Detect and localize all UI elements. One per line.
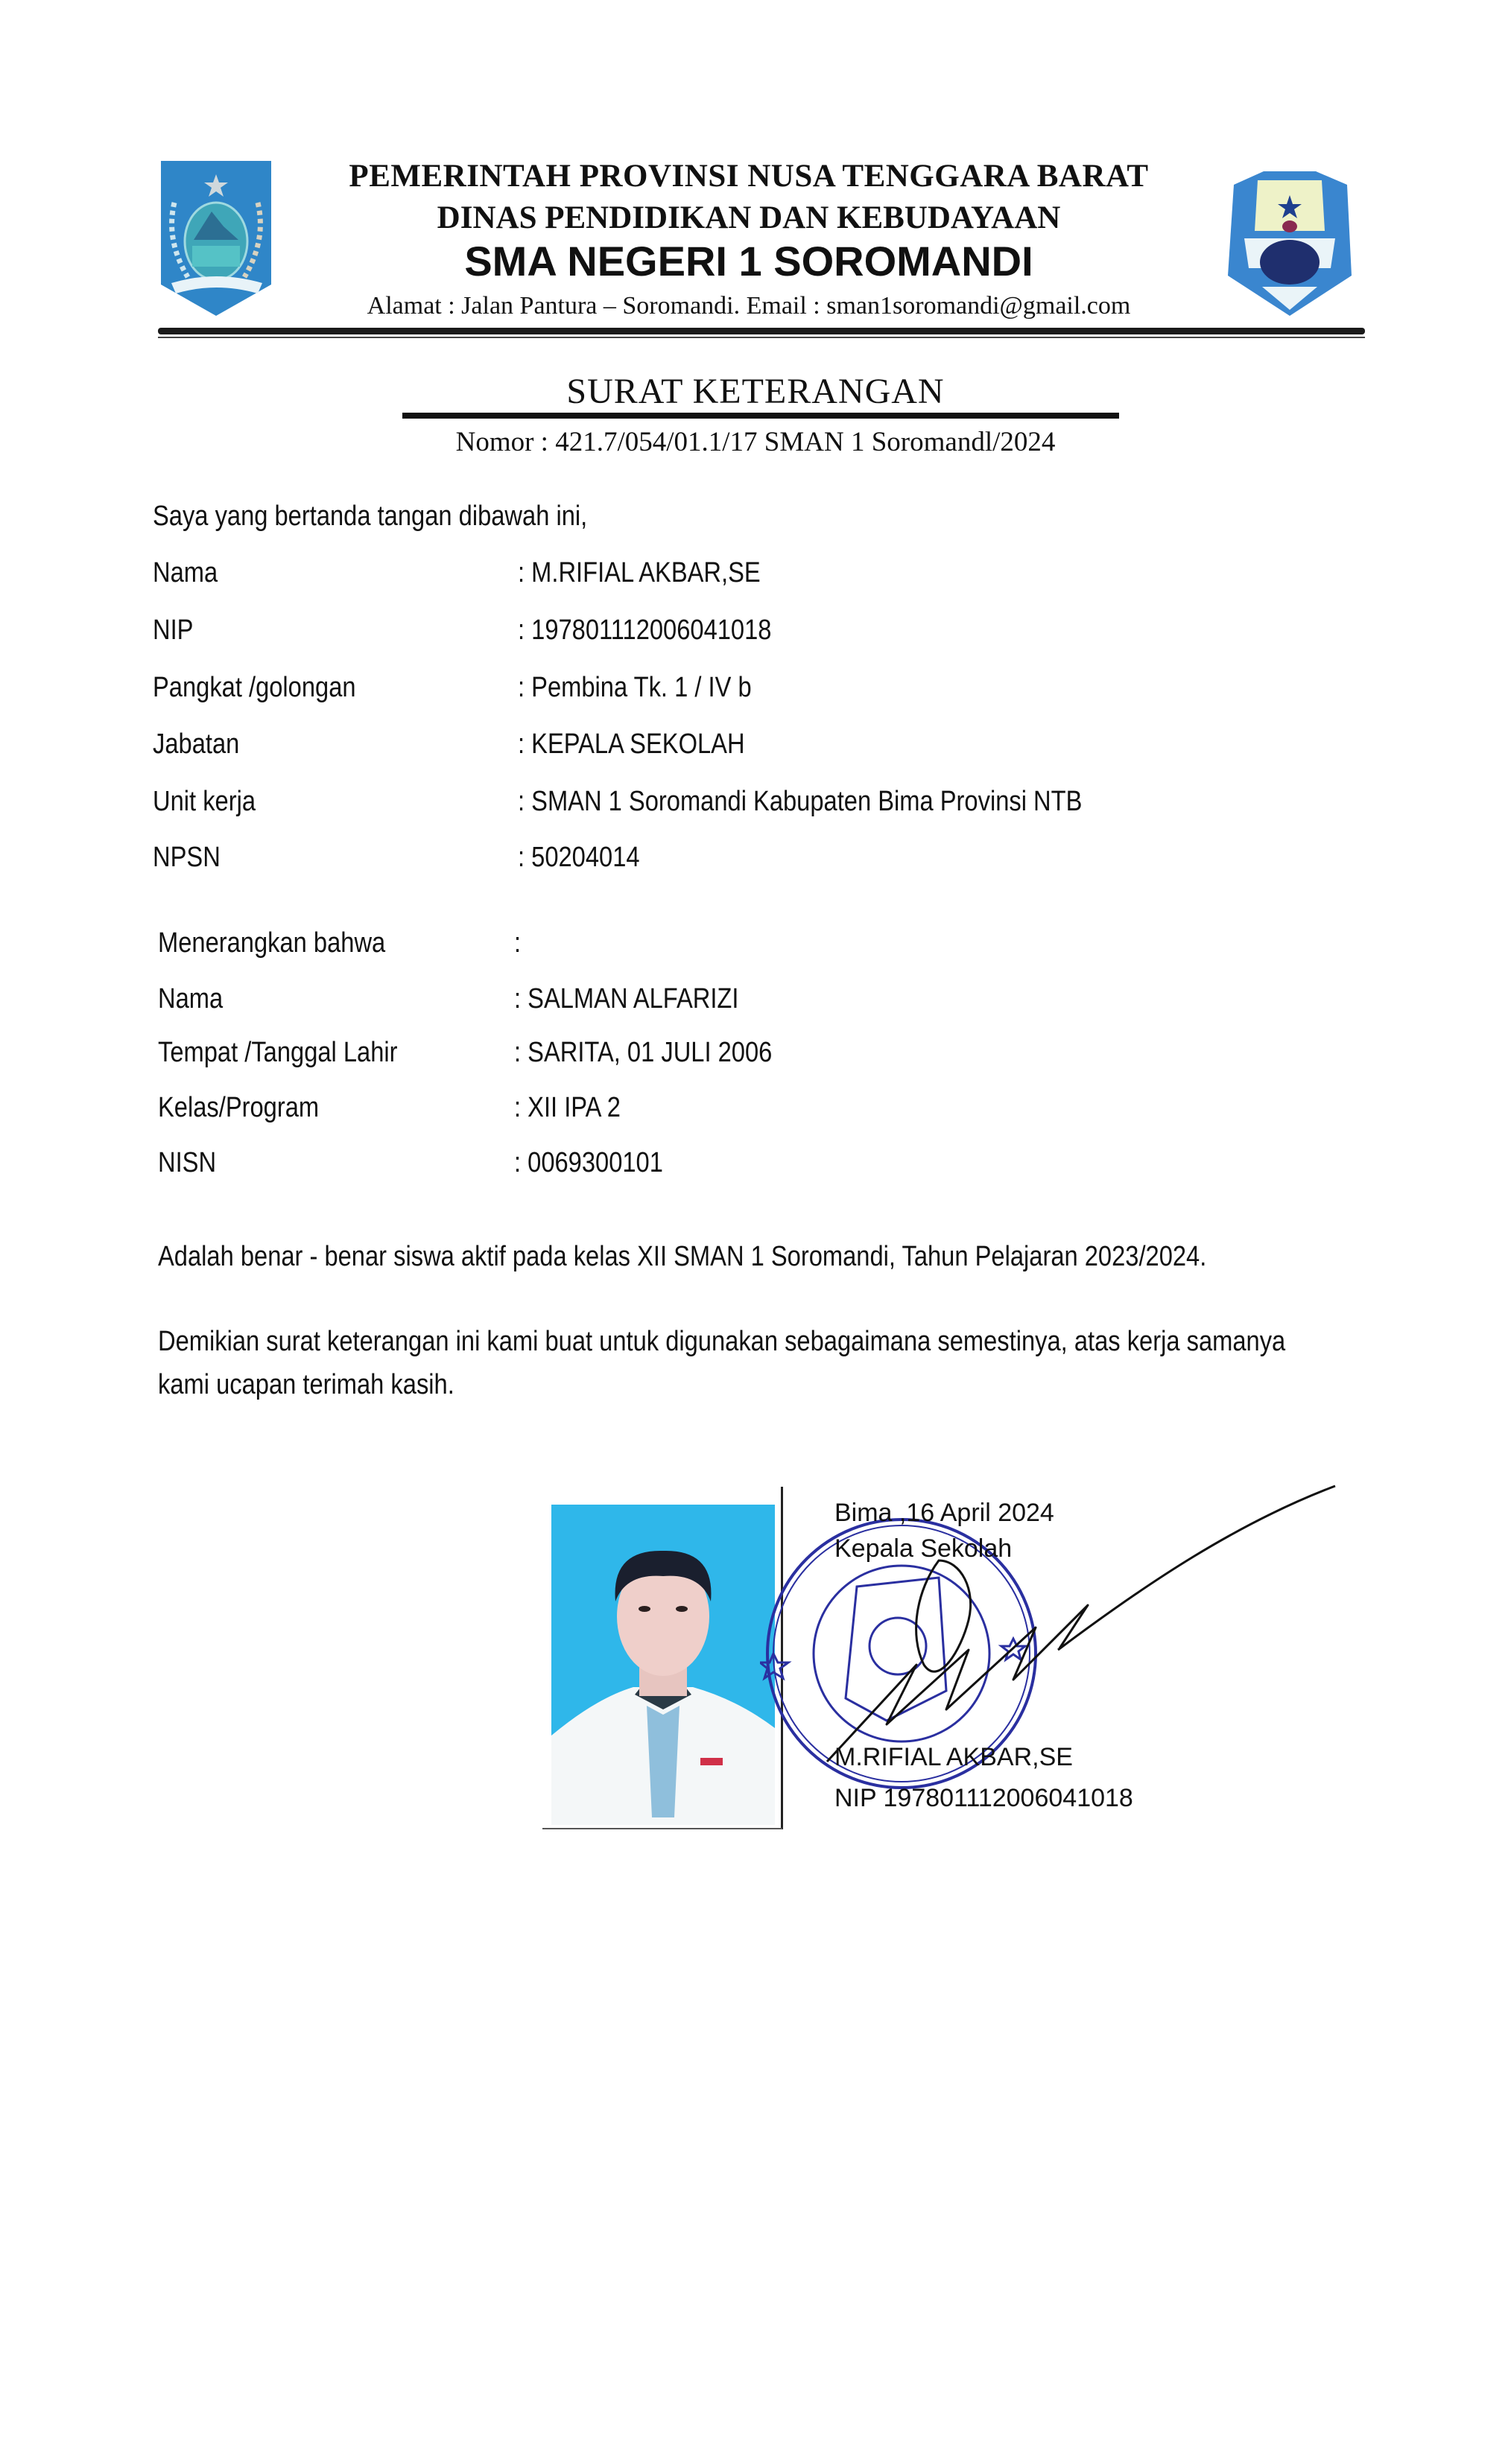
document-title: SURAT KETERANGAN xyxy=(566,372,945,411)
signer-name-label: Nama xyxy=(153,557,218,588)
student-nisn-label: NISN xyxy=(158,1147,217,1178)
signature-date: Bima ,16 April 2024 xyxy=(834,1499,1054,1527)
student-birth-value: : SARITA, 01 JULI 2006 xyxy=(514,1037,773,1068)
student-class-label: Kelas/Program xyxy=(158,1092,320,1123)
photo-frame-bottom xyxy=(542,1828,782,1829)
student-name-value: : SALMAN ALFARIZI xyxy=(514,983,739,1015)
signer-position-value: : KEPALA SEKOLAH xyxy=(518,728,745,760)
signature-position: Kepala Sekolah xyxy=(834,1534,1013,1563)
title-underline xyxy=(402,413,1119,419)
signer-name-value: : M.RIFIAL AKBAR,SE xyxy=(518,557,761,588)
letterhead-rule xyxy=(158,328,1365,334)
student-intro-colon: : xyxy=(514,927,522,959)
signatory-name: M.RIFIAL AKBAR,SE xyxy=(834,1743,1073,1771)
document-number: Nomor : 421.7/054/01.1/17 SMAN 1 Soromandl/2024 xyxy=(455,427,1056,457)
student-intro-label: Menerangkan bahwa xyxy=(158,927,386,959)
signer-unit-label: Unit kerja xyxy=(153,786,256,817)
signer-position-label: Jabatan xyxy=(153,728,240,760)
signer-npsn-value: : 50204014 xyxy=(518,842,640,873)
student-birth-label: Tempat /Tanggal Lahir xyxy=(158,1037,398,1068)
letterhead-department-line: DINAS PENDIDIKAN DAN KEBUDAYAAN xyxy=(437,200,1061,235)
school-emblem-icon xyxy=(1219,164,1360,319)
intro-text: Saya yang bertanda tangan dibawah ini, xyxy=(153,501,588,532)
student-nisn-value: : 0069300101 xyxy=(514,1147,663,1178)
closing-text-line-2: kami ucapan terimah kasih. xyxy=(158,1369,454,1400)
signer-unit-value: : SMAN 1 Soromandi Kabupaten Bima Provinsi NTB xyxy=(518,786,1083,817)
statement-text: Adalah benar - benar siswa aktif pada kelas XII SMAN 1 Soromandi, Tahun Pelajaran 2023/2024. xyxy=(158,1241,1207,1272)
student-name-label: Nama xyxy=(158,983,224,1015)
closing-text-line-1: Demikian surat keterangan ini kami buat untuk digunakan sebagaimana semestinya, atas kerja samanya xyxy=(158,1326,1286,1357)
signatory-nip: NIP 197801112006041018 xyxy=(834,1784,1133,1812)
letterhead-rule-thin xyxy=(158,337,1365,338)
signer-npsn-label: NPSN xyxy=(153,842,221,873)
student-class-value: : XII IPA 2 xyxy=(514,1092,621,1123)
letterhead-school-name: SMA NEGERI 1 SOROMANDI xyxy=(464,238,1033,285)
signer-nip-value: : 197801112006041018 xyxy=(518,615,772,646)
letterhead-address: Alamat : Jalan Pantura – Soromandi. Email : sman1soromandi@gmail.com xyxy=(367,292,1131,320)
signer-rank-value: : Pembina Tk. 1 / IV b xyxy=(518,672,752,703)
student-photo xyxy=(551,1505,775,1825)
handwritten-signature-icon xyxy=(790,1479,1341,1791)
signer-rank-label: Pangkat /golongan xyxy=(153,672,356,703)
letterhead-government-line: PEMERINTAH PROVINSI NUSA TENGGARA BARAT xyxy=(349,159,1149,194)
signer-nip-label: NIP xyxy=(153,615,194,646)
provincial-emblem-icon xyxy=(158,158,274,318)
